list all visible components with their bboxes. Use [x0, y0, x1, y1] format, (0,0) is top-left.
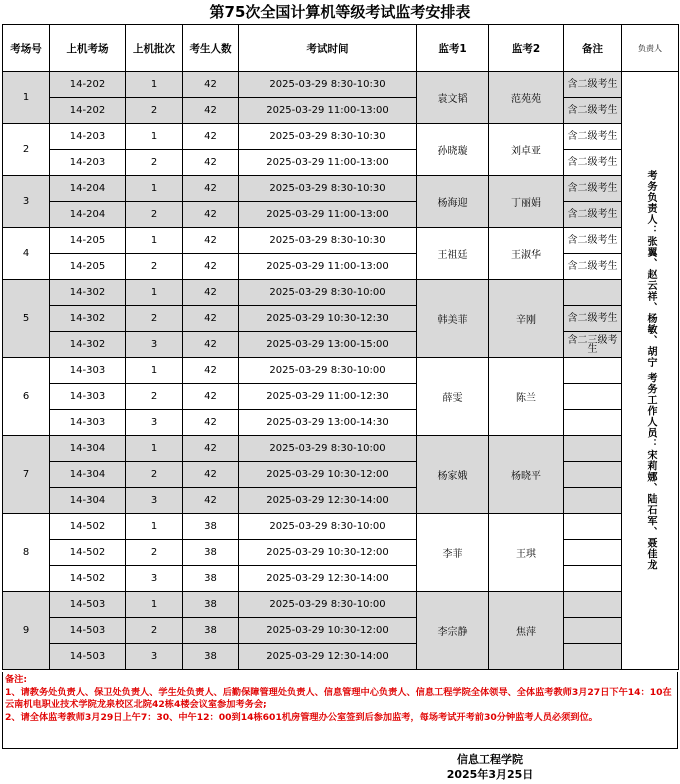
- table-row: [3, 150, 679, 176]
- batch-cell: 2: [126, 540, 183, 566]
- time-cell: 2025-03-29 10:30-12:00: [239, 618, 417, 644]
- table-row: [3, 202, 679, 228]
- notes-box: [2, 672, 678, 749]
- table-row: [3, 384, 679, 410]
- header-batch: 上机批次: [126, 25, 183, 72]
- count-cell: 42: [183, 410, 239, 436]
- table-row: [3, 644, 679, 670]
- batch-cell: 1: [126, 436, 183, 462]
- count-cell: 42: [183, 202, 239, 228]
- batch-cell: 3: [126, 332, 183, 358]
- batch-cell: 1: [126, 124, 183, 150]
- proctor2-cell: 陈兰: [489, 358, 564, 436]
- lab-cell: 14-503: [50, 618, 126, 644]
- proctor2-cell: 范苑苑: [489, 72, 564, 124]
- header-proctor2: 监考2: [489, 25, 564, 72]
- table-row: [3, 176, 679, 202]
- time-cell: 2025-03-29 8:30-10:00: [239, 280, 417, 306]
- count-cell: 42: [183, 176, 239, 202]
- lab-cell: 14-302: [50, 306, 126, 332]
- page-title: 第75次全国计算机等级考试监考安排表: [209, 3, 471, 21]
- batch-cell: 1: [126, 514, 183, 540]
- note-cell: [564, 280, 622, 306]
- lab-cell: 14-503: [50, 592, 126, 618]
- note-cell: 含二级考生: [564, 98, 622, 124]
- notes-line-2: 2、请全体监考教师3月29日上午7：30、中午12：00到14栋601机房管理办公室签到后参加监考，每场考试开考前30分钟监考人员必须到位。: [5, 711, 598, 723]
- proctor2-cell: 焦萍: [489, 592, 564, 670]
- time-cell: 2025-03-29 10:30-12:00: [239, 540, 417, 566]
- lab-cell: 14-304: [50, 462, 126, 488]
- proctor2-cell: 辛刚: [489, 280, 564, 358]
- note-cell: [564, 358, 622, 384]
- time-cell: 2025-03-29 8:30-10:30: [239, 176, 417, 202]
- header-proctor1: 监考1: [417, 25, 489, 72]
- lab-cell: 14-302: [50, 280, 126, 306]
- table-row: [3, 358, 679, 384]
- room-number-cell: 6: [3, 358, 50, 436]
- time-cell: 2025-03-29 13:00-15:00: [239, 332, 417, 358]
- batch-cell: 1: [126, 358, 183, 384]
- count-cell: 42: [183, 254, 239, 280]
- table-row: [3, 592, 679, 618]
- count-cell: 38: [183, 514, 239, 540]
- time-cell: 2025-03-29 11:00-13:00: [239, 150, 417, 176]
- note-cell: [564, 384, 622, 410]
- notes-line-1: 1、请教务处负责人、保卫处负责人、学生处负责人、后勤保障管理处负责人、信息管理中心负责人、信息工程学院全体领导、全体监考教师3月27日下午14：10在云南机电职业技术学院龙泉校区北院42栋4楼会议室参加考务会;: [5, 686, 672, 710]
- room-number-cell: 7: [3, 436, 50, 514]
- note-cell: [564, 436, 622, 462]
- header-lab: 上机考场: [50, 25, 126, 72]
- table-row: [3, 566, 679, 592]
- batch-cell: 2: [126, 618, 183, 644]
- table-row: [3, 462, 679, 488]
- table-row: [3, 514, 679, 540]
- batch-cell: 2: [126, 202, 183, 228]
- note-cell: 含二级考生: [564, 202, 622, 228]
- time-cell: 2025-03-29 13:00-14:30: [239, 410, 417, 436]
- notes-heading: 备注:: [5, 674, 28, 685]
- table-row: [3, 488, 679, 514]
- lab-cell: 14-202: [50, 72, 126, 98]
- table-row: [3, 72, 679, 98]
- lab-cell: 14-204: [50, 176, 126, 202]
- count-cell: 38: [183, 540, 239, 566]
- count-cell: 38: [183, 618, 239, 644]
- responsible-text: 考务负责人：张翼、赵云祥、杨敏、胡宁 考务工作人员：宋莉娜、陆石军、聂佳龙: [645, 170, 656, 571]
- time-cell: 2025-03-29 8:30-10:00: [239, 358, 417, 384]
- batch-cell: 1: [126, 592, 183, 618]
- room-number-cell: 2: [3, 124, 50, 176]
- lab-cell: 14-502: [50, 514, 126, 540]
- lab-cell: 14-502: [50, 566, 126, 592]
- batch-cell: 2: [126, 98, 183, 124]
- time-cell: 2025-03-29 10:30-12:00: [239, 462, 417, 488]
- note-cell: 含二级考生: [564, 150, 622, 176]
- count-cell: 42: [183, 150, 239, 176]
- lab-cell: 14-202: [50, 98, 126, 124]
- time-cell: 2025-03-29 12:30-14:00: [239, 566, 417, 592]
- lab-cell: 14-502: [50, 540, 126, 566]
- lab-cell: 14-303: [50, 410, 126, 436]
- proctor1-cell: 杨海迎: [417, 176, 489, 228]
- batch-cell: 1: [126, 280, 183, 306]
- count-cell: 42: [183, 436, 239, 462]
- room-number-cell: 4: [3, 228, 50, 280]
- proctor1-cell: 孙晓璇: [417, 124, 489, 176]
- time-cell: 2025-03-29 12:30-14:00: [239, 644, 417, 670]
- batch-cell: 2: [126, 462, 183, 488]
- time-cell: 2025-03-29 8:30-10:30: [239, 228, 417, 254]
- lab-cell: 14-303: [50, 384, 126, 410]
- proctor1-cell: 李菲: [417, 514, 489, 592]
- count-cell: 42: [183, 124, 239, 150]
- note-cell: [564, 462, 622, 488]
- footer-org: 信息工程学院: [457, 753, 523, 766]
- time-cell: 2025-03-29 8:30-10:30: [239, 72, 417, 98]
- table-row: [3, 124, 679, 150]
- header-room-no: 考场号: [3, 25, 50, 72]
- batch-cell: 2: [126, 254, 183, 280]
- room-number-cell: 8: [3, 514, 50, 592]
- header-note: 备注: [564, 25, 622, 72]
- proctor2-cell: 刘卓亚: [489, 124, 564, 176]
- time-cell: 2025-03-29 8:30-10:00: [239, 592, 417, 618]
- note-cell: 含二三级考生: [564, 332, 622, 358]
- note-cell: [564, 514, 622, 540]
- time-cell: 2025-03-29 11:00-13:00: [239, 254, 417, 280]
- note-cell: [564, 540, 622, 566]
- note-cell: [564, 618, 622, 644]
- table-row: [3, 98, 679, 124]
- table-row: [3, 436, 679, 462]
- proctor2-cell: 丁丽娟: [489, 176, 564, 228]
- count-cell: 42: [183, 306, 239, 332]
- proctor1-cell: 李宗静: [417, 592, 489, 670]
- room-number-cell: 9: [3, 592, 50, 670]
- batch-cell: 1: [126, 228, 183, 254]
- table-row: [3, 254, 679, 280]
- proctor1-cell: 王祖廷: [417, 228, 489, 280]
- proctor2-cell: 王琪: [489, 514, 564, 592]
- proctor1-cell: 杨家娥: [417, 436, 489, 514]
- lab-cell: 14-205: [50, 228, 126, 254]
- lab-cell: 14-303: [50, 358, 126, 384]
- table-row: [3, 228, 679, 254]
- note-cell: 含二级考生: [564, 228, 622, 254]
- note-cell: 含二级考生: [564, 72, 622, 98]
- header-responsible: 负责人: [622, 25, 679, 72]
- count-cell: 42: [183, 358, 239, 384]
- responsible-cell: [622, 72, 679, 670]
- count-cell: 42: [183, 72, 239, 98]
- batch-cell: 2: [126, 306, 183, 332]
- batch-cell: 2: [126, 150, 183, 176]
- proctor1-cell: 袁文韬: [417, 72, 489, 124]
- table-row: [3, 280, 679, 306]
- lab-cell: 14-203: [50, 124, 126, 150]
- time-cell: 2025-03-29 11:00-13:00: [239, 98, 417, 124]
- lab-cell: 14-205: [50, 254, 126, 280]
- time-cell: 2025-03-29 8:30-10:00: [239, 436, 417, 462]
- time-cell: 2025-03-29 10:30-12:30: [239, 306, 417, 332]
- proctor2-cell: 王淑华: [489, 228, 564, 280]
- note-cell: [564, 644, 622, 670]
- table-row: [3, 410, 679, 436]
- time-cell: 2025-03-29 8:30-10:30: [239, 124, 417, 150]
- batch-cell: 3: [126, 644, 183, 670]
- table-row: [3, 306, 679, 332]
- batch-cell: 2: [126, 384, 183, 410]
- time-cell: 2025-03-29 11:00-13:00: [239, 202, 417, 228]
- count-cell: 42: [183, 98, 239, 124]
- lab-cell: 14-204: [50, 202, 126, 228]
- table-row: [3, 332, 679, 358]
- count-cell: 42: [183, 384, 239, 410]
- proctor2-cell: 杨晓平: [489, 436, 564, 514]
- lab-cell: 14-203: [50, 150, 126, 176]
- batch-cell: 1: [126, 176, 183, 202]
- count-cell: 42: [183, 462, 239, 488]
- count-cell: 38: [183, 644, 239, 670]
- note-cell: 含二级考生: [564, 124, 622, 150]
- lab-cell: 14-304: [50, 436, 126, 462]
- room-number-cell: 1: [3, 72, 50, 124]
- header-row: [3, 25, 679, 72]
- table-row: [3, 540, 679, 566]
- batch-cell: 1: [126, 72, 183, 98]
- room-number-cell: 3: [3, 176, 50, 228]
- header-count: 考生人数: [183, 25, 239, 72]
- note-cell: 含二级考生: [564, 306, 622, 332]
- count-cell: 42: [183, 228, 239, 254]
- note-cell: [564, 488, 622, 514]
- count-cell: 42: [183, 332, 239, 358]
- lab-cell: 14-503: [50, 644, 126, 670]
- batch-cell: 3: [126, 566, 183, 592]
- footer-date: 2025年3月25日: [446, 768, 534, 781]
- time-cell: 2025-03-29 11:00-12:30: [239, 384, 417, 410]
- header-time: 考试时间: [239, 25, 417, 72]
- note-cell: [564, 592, 622, 618]
- batch-cell: 3: [126, 488, 183, 514]
- table-row: [3, 618, 679, 644]
- note-cell: [564, 410, 622, 436]
- lab-cell: 14-304: [50, 488, 126, 514]
- count-cell: 38: [183, 566, 239, 592]
- count-cell: 38: [183, 592, 239, 618]
- room-number-cell: 5: [3, 280, 50, 358]
- proctor1-cell: 薛雯: [417, 358, 489, 436]
- time-cell: 2025-03-29 8:30-10:00: [239, 514, 417, 540]
- batch-cell: 3: [126, 410, 183, 436]
- time-cell: 2025-03-29 12:30-14:00: [239, 488, 417, 514]
- note-cell: 含二级考生: [564, 254, 622, 280]
- note-cell: 含二级考生: [564, 176, 622, 202]
- proctor1-cell: 韩美菲: [417, 280, 489, 358]
- count-cell: 42: [183, 488, 239, 514]
- lab-cell: 14-302: [50, 332, 126, 358]
- count-cell: 42: [183, 280, 239, 306]
- schedule-table: [2, 24, 679, 670]
- note-cell: [564, 566, 622, 592]
